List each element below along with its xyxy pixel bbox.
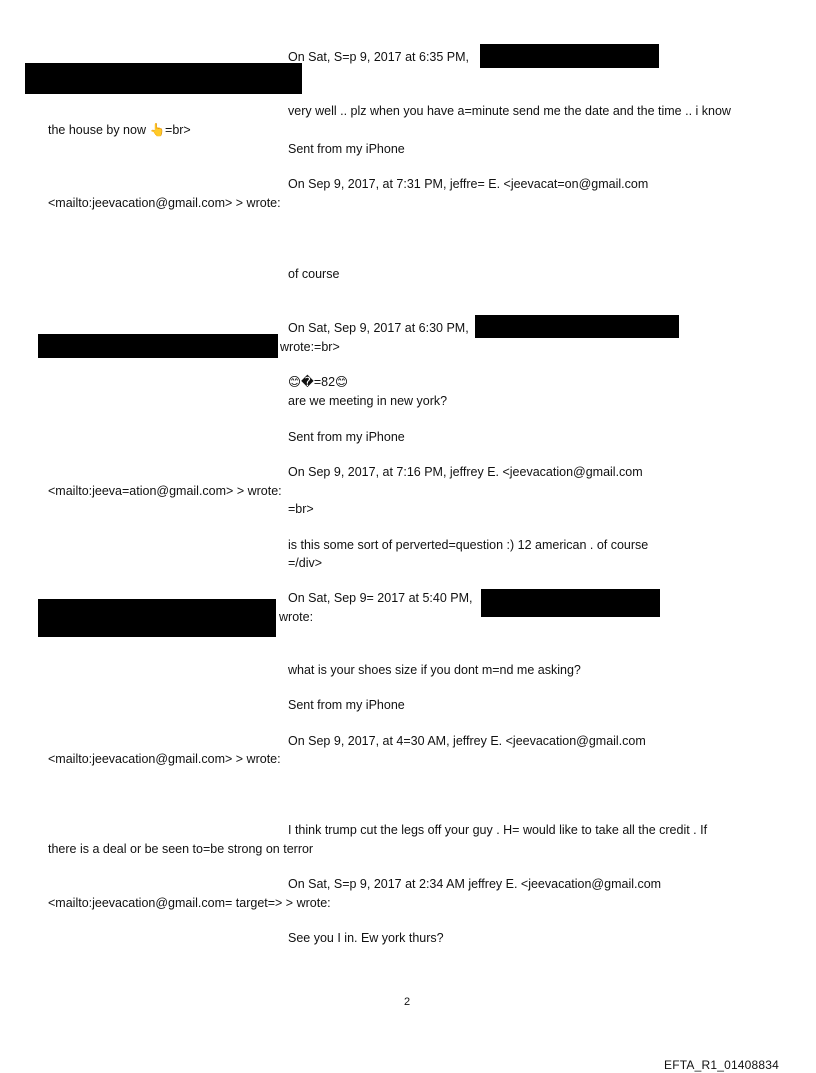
email-header-line: On Sat, Sep 9= 2017 at 5:40 PM, (288, 591, 473, 605)
redaction-box (38, 599, 276, 637)
email-header-line: On Sep 9, 2017, at 7:16 PM, jeffrey E. <jeevacation@gmail.com (288, 465, 643, 479)
signature-line: Sent from my iPhone (288, 698, 405, 712)
message-line: 😊�=82😊 (288, 375, 349, 389)
email-header-line: wrote: (279, 610, 314, 624)
message-line: the house by now 👆=br> (48, 123, 191, 137)
redaction-box (25, 63, 302, 94)
message-line: I think trump cut the legs off your guy . H= would like to take all the credit . If (288, 823, 708, 837)
page-number: 2 (404, 996, 411, 1008)
message-line: See you I in. Ew york thurs? (288, 931, 444, 945)
email-header-line: <mailto:jeeva=ation@gmail.com> > wrote: (48, 484, 282, 498)
message-line: =/div> (288, 556, 323, 570)
email-header-line: wrote:=br> (280, 340, 340, 354)
message-line: is this some sort of perverted=question :) 12 american . of course (288, 538, 649, 552)
email-header-line: On Sat, S=p 9, 2017 at 6:35 PM, (288, 50, 470, 64)
email-header-line: <mailto:jeevacation@gmail.com> > wrote: (48, 196, 281, 210)
message-line: =br> (288, 502, 314, 516)
redaction-box (475, 315, 679, 338)
email-header-line: On Sep 9, 2017, at 4=30 AM, jeffrey E. <jeevacation@gmail.com (288, 734, 646, 748)
email-header-line: On Sat, Sep 9, 2017 at 6:30 PM, (288, 321, 469, 335)
message-line: there is a deal or be seen to=be strong on terror (48, 842, 314, 856)
redaction-box (481, 589, 660, 617)
message-line: what is your shoes size if you dont m=nd me asking? (288, 663, 581, 677)
email-header-line: <mailto:jeevacation@gmail.com> > wrote: (48, 752, 281, 766)
signature-line: Sent from my iPhone (288, 430, 405, 444)
redaction-box (38, 334, 278, 358)
message-line: are we meeting in new york? (288, 394, 448, 408)
email-header-line: <mailto:jeevacation@gmail.com= target=> > wrote: (48, 896, 331, 910)
message-line: very well .. plz when you have a=minute send me the date and the time .. i know (288, 104, 731, 118)
message-line: of course (288, 267, 340, 281)
signature-line: Sent from my iPhone (288, 142, 405, 156)
email-header-line: On Sat, S=p 9, 2017 at 2:34 AM jeffrey E. <jeevacation@gmail.com (288, 877, 662, 891)
document-id: EFTA_R1_01408834 (664, 1058, 780, 1072)
email-header-line: On Sep 9, 2017, at 7:31 PM, jeffre= E. <jeevacat=on@gmail.com (288, 177, 649, 191)
redaction-box (480, 44, 659, 68)
